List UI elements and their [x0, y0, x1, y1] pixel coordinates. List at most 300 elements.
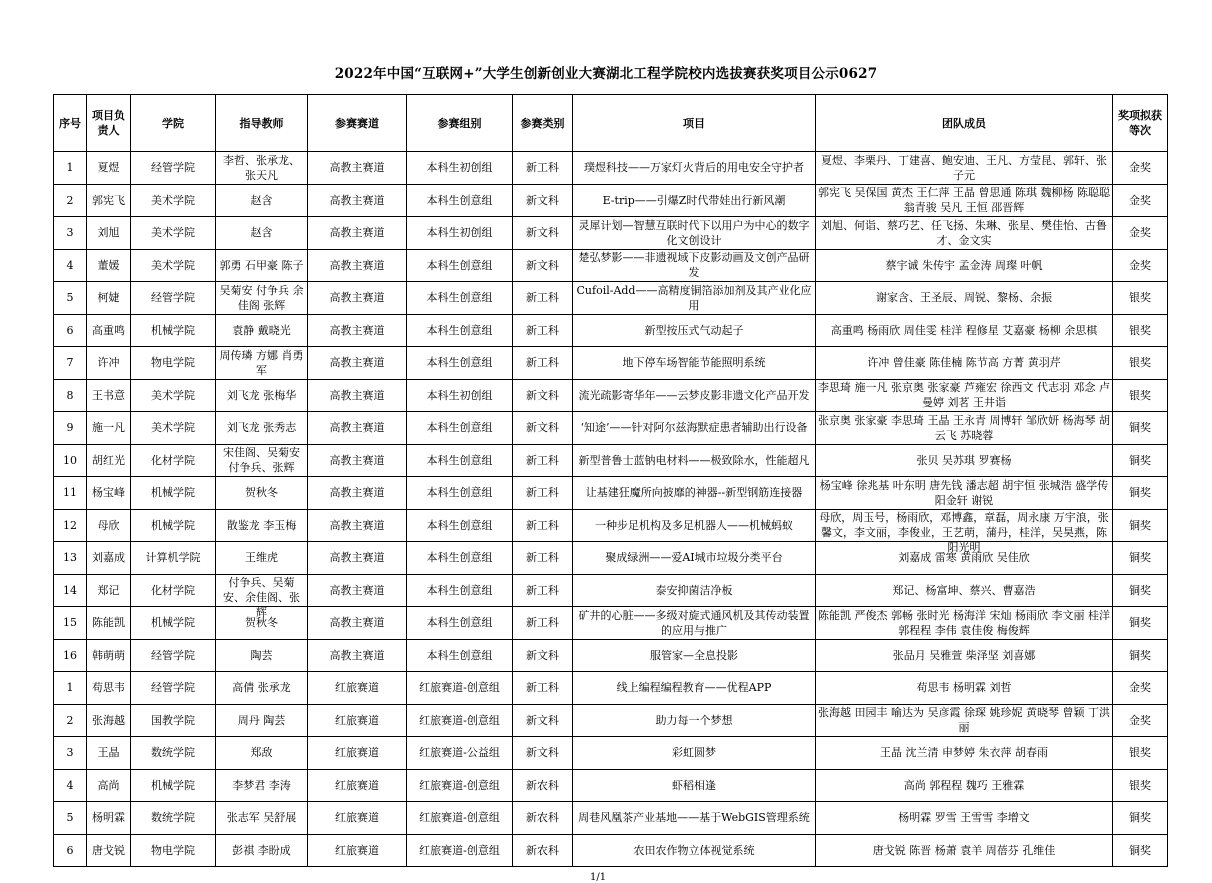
- cell-leader: [87, 444, 131, 477]
- cell-text: 本科生创意组: [426, 551, 493, 565]
- cell-leader: [87, 152, 131, 185]
- cell-award: [1113, 737, 1168, 770]
- cell-text: 银奖: [1129, 323, 1151, 337]
- cell-advisor: [216, 737, 308, 770]
- cell-members: [816, 802, 1113, 835]
- header-college: 学院: [131, 95, 216, 152]
- cell-text: 李哲、张承龙、张天凡: [223, 153, 300, 182]
- cell-members: [816, 379, 1113, 412]
- cell-track: [308, 802, 407, 835]
- cell-index: [54, 217, 87, 250]
- cell-text: 赵含: [250, 226, 273, 240]
- table-row: [54, 444, 1168, 477]
- cell-leader: [87, 802, 131, 835]
- cell-project: [573, 282, 816, 315]
- cell-members: [816, 444, 1113, 477]
- cell-award: [1113, 412, 1168, 445]
- cell-text: 机械学院: [151, 486, 195, 500]
- cell-leader: [87, 217, 131, 250]
- cell-text: 高尚: [97, 778, 120, 792]
- cell-text: 14: [63, 583, 77, 597]
- cell-text: 铜奖: [1129, 518, 1151, 532]
- cell-college: [131, 184, 216, 217]
- cell-category: [513, 639, 573, 672]
- cell-text: 服管家—全息投影: [650, 648, 738, 662]
- cell-text: 新工科: [526, 453, 559, 467]
- cell-index: [54, 314, 87, 347]
- cell-members: [816, 152, 1113, 185]
- cell-text: 杨明霖: [92, 811, 125, 825]
- cell-leader: [87, 607, 131, 640]
- cell-members: [816, 347, 1113, 380]
- cell-index: [54, 282, 87, 315]
- cell-award: [1113, 477, 1168, 510]
- cell-members: [816, 639, 1113, 672]
- cell-text: 杨宝峰: [92, 486, 125, 500]
- cell-text: 3: [66, 226, 74, 240]
- cell-college: [131, 737, 216, 770]
- cell-category: [513, 704, 573, 737]
- cell-college: [131, 477, 216, 510]
- cell-text: 高教主赛道: [329, 388, 385, 402]
- cell-text: 本科生创意组: [426, 583, 493, 597]
- cell-text: 新工科: [526, 616, 559, 630]
- cell-members: [816, 607, 1113, 640]
- cell-text: 郑记: [97, 583, 120, 597]
- cell-text: 铜奖: [1129, 616, 1151, 630]
- cell-text: 铜奖: [1129, 453, 1151, 467]
- cell-text: 夏煜: [97, 161, 120, 175]
- cell-text: 4: [66, 258, 74, 272]
- cell-text: 陶芸: [250, 648, 273, 662]
- cell-text: 高教主赛道: [329, 583, 385, 597]
- cell-group: [407, 444, 513, 477]
- cell-college: [131, 834, 216, 867]
- table-row: [54, 574, 1168, 607]
- cell-advisor: [216, 314, 308, 347]
- cell-members: [816, 282, 1113, 315]
- cell-text: 物电学院: [151, 356, 195, 370]
- cell-text: 彩虹圆梦: [672, 746, 716, 760]
- cell-text: 红旅赛道-创意组: [419, 713, 500, 727]
- cell-text: 付争兵、吴菊安、余佳阁、张辉: [223, 576, 300, 620]
- cell-advisor: [216, 217, 308, 250]
- cell-text: 本科生创意组: [426, 421, 493, 435]
- cell-text: 新文科: [526, 746, 559, 760]
- cell-text: 袁静 戴晓光: [232, 323, 291, 337]
- cell-category: [513, 737, 573, 770]
- cell-award: [1113, 249, 1168, 282]
- cell-text: 新工科: [526, 681, 559, 695]
- cell-group: [407, 737, 513, 770]
- table-body: [54, 152, 1168, 867]
- cell-text: 高教主赛道: [329, 648, 385, 662]
- cell-advisor: [216, 249, 308, 282]
- cell-index: [54, 184, 87, 217]
- cell-text: 红旅赛道: [335, 746, 379, 760]
- cell-text: 数统学院: [151, 811, 195, 825]
- cell-leader: [87, 379, 131, 412]
- cell-advisor: [216, 444, 308, 477]
- cell-text: 泰安抑菌洁净板: [655, 583, 733, 597]
- cell-text: 刘嘉成 雷寒 黄雨欣 吴佳欣: [898, 551, 1030, 565]
- cell-text: 线上编程编程教育——优程APP: [616, 681, 772, 695]
- cell-advisor: [216, 574, 308, 620]
- cell-text: 吴菊安 付争兵 余佳阁 张辉: [219, 283, 304, 312]
- cell-text: 高教主赛道: [329, 518, 385, 532]
- cell-text: 经管学院: [151, 291, 195, 305]
- cell-text: 12: [63, 518, 77, 532]
- cell-text: 美术学院: [151, 226, 195, 240]
- cell-index: [54, 412, 87, 445]
- cell-text: 3: [66, 746, 74, 760]
- cell-track: [308, 249, 407, 282]
- cell-text: 银奖: [1129, 778, 1151, 792]
- cell-advisor: [216, 152, 308, 185]
- table-row: [54, 542, 1168, 575]
- cell-college: [131, 217, 216, 250]
- cell-track: [308, 542, 407, 575]
- cell-category: [513, 282, 573, 315]
- cell-text: 5: [66, 811, 74, 825]
- cell-track: [308, 607, 407, 640]
- table-row: [54, 769, 1168, 802]
- cell-project: [573, 379, 816, 412]
- cell-project: [573, 217, 816, 250]
- cell-track: [308, 347, 407, 380]
- cell-text: 郑敌: [250, 746, 273, 760]
- cell-text: 刘旭、何诣、蔡巧艺、任飞扬、朱琳、张星、樊佳怡、古鲁才、金文实: [821, 218, 1107, 247]
- cell-text: 地下停车场智能节能照明系统: [622, 356, 766, 370]
- cell-category: [513, 477, 573, 510]
- cell-index: [54, 444, 87, 477]
- cell-text: 贺秋冬: [245, 486, 278, 500]
- cell-track: [308, 184, 407, 217]
- cell-text: 金奖: [1129, 226, 1151, 240]
- table-row: [54, 509, 1168, 542]
- cell-group: [407, 347, 513, 380]
- cell-text: 本科生创意组: [426, 648, 493, 662]
- cell-group: [407, 672, 513, 705]
- cell-group: [407, 834, 513, 867]
- cell-text: 美术学院: [151, 193, 195, 207]
- cell-text: 杨宝峰 徐兆基 叶东明 唐先钱 潘志超 胡宇恒 张城浩 盛学传 阳金轩 谢锐: [819, 478, 1109, 507]
- cell-advisor: [216, 834, 308, 867]
- cell-text: 国教学院: [151, 713, 195, 727]
- cell-group: [407, 574, 513, 607]
- cell-text: 6: [66, 843, 74, 857]
- cell-track: [308, 737, 407, 770]
- header-index: 序号: [54, 95, 87, 152]
- cell-award: [1113, 574, 1168, 607]
- cell-track: [308, 477, 407, 510]
- cell-text: 高教主赛道: [329, 291, 385, 305]
- cell-text: E-trip——引爆Z时代带娃出行新风潮: [602, 193, 786, 207]
- cell-text: 苟思韦 杨明霖 刘哲: [916, 681, 1012, 695]
- cell-text: 新农科: [526, 843, 559, 857]
- header-group: 参赛组别: [407, 95, 513, 152]
- header-members: 团队成员: [816, 95, 1113, 152]
- cell-category: [513, 672, 573, 705]
- cell-advisor: [216, 769, 308, 802]
- cell-text: 让基建狂魔所向披靡的神器--新型钢筋连接器: [585, 486, 803, 500]
- cell-text: 许冲: [97, 356, 120, 370]
- cell-text: 铜奖: [1129, 843, 1151, 857]
- cell-track: [308, 574, 407, 607]
- cell-index: [54, 737, 87, 770]
- cell-text: 10: [63, 453, 77, 467]
- table-row: [54, 249, 1168, 282]
- cell-text: 郭勇 石甲豪 陈子: [219, 258, 304, 272]
- cell-text: 郑记、杨富坤、蔡兴、曹嘉浩: [892, 583, 1036, 597]
- cell-group: [407, 477, 513, 510]
- cell-project: [573, 477, 816, 510]
- cell-text: 刘飞龙 张梅华: [226, 388, 297, 402]
- cell-members: [816, 412, 1113, 445]
- cell-advisor: [216, 802, 308, 835]
- cell-category: [513, 347, 573, 380]
- cell-leader: [87, 639, 131, 672]
- cell-award: [1113, 184, 1168, 217]
- cell-text: 金奖: [1129, 681, 1151, 695]
- cell-project: [573, 704, 816, 737]
- cell-text: 高教主赛道: [329, 453, 385, 467]
- page-title: 2022年中国“互联网+”大学生创新创业大赛湖北工程学院校内选拔赛获奖项目公示0627: [334, 66, 878, 82]
- cell-leader: [87, 769, 131, 802]
- cell-text: 本科生创意组: [426, 486, 493, 500]
- cell-track: [308, 152, 407, 185]
- cell-text: 刘旭: [97, 226, 120, 240]
- cell-group: [407, 184, 513, 217]
- cell-group: [407, 152, 513, 185]
- table-row: [54, 737, 1168, 770]
- cell-text: 本科生创意组: [426, 193, 493, 207]
- cell-text: 红旅赛道: [335, 843, 379, 857]
- cell-members: [816, 477, 1113, 510]
- cell-leader: [87, 672, 131, 705]
- cell-text: 新工科: [526, 161, 559, 175]
- cell-text: 机械学院: [151, 778, 195, 792]
- cell-text: 机械学院: [151, 518, 195, 532]
- cell-advisor: [216, 704, 308, 737]
- cell-text: 美术学院: [151, 421, 195, 435]
- cell-advisor: [216, 379, 308, 412]
- cell-advisor: [216, 184, 308, 217]
- cell-text: 金奖: [1129, 713, 1151, 727]
- cell-leader: [87, 509, 131, 542]
- cell-text: 新文科: [526, 193, 559, 207]
- cell-text: 王维虎: [245, 551, 278, 565]
- table-row: [54, 282, 1168, 315]
- cell-text: 本科生创意组: [426, 453, 493, 467]
- cell-text: 化材学院: [151, 453, 195, 467]
- cell-category: [513, 542, 573, 575]
- cell-text: 高倩 张承龙: [232, 681, 291, 695]
- cell-text: 铜奖: [1129, 811, 1151, 825]
- cell-text: 11: [63, 486, 77, 500]
- cell-text: 高尚 郭程程 魏巧 王雅霖: [903, 778, 1025, 792]
- table-row: [54, 607, 1168, 640]
- cell-award: [1113, 314, 1168, 347]
- cell-text: 谢家含、王圣辰、周锐、黎杨、余振: [876, 291, 1052, 305]
- cell-text: 银奖: [1129, 291, 1151, 305]
- cell-college: [131, 282, 216, 315]
- cell-leader: [87, 477, 131, 510]
- cell-track: [308, 412, 407, 445]
- awards-table: [53, 94, 1168, 867]
- cell-award: [1113, 282, 1168, 315]
- cell-text: 金奖: [1129, 161, 1151, 175]
- table-row: [54, 379, 1168, 412]
- cell-group: [407, 607, 513, 640]
- cell-advisor: [216, 509, 308, 542]
- cell-award: [1113, 802, 1168, 835]
- cell-group: [407, 282, 513, 315]
- cell-index: [54, 574, 87, 607]
- table-row: [54, 704, 1168, 737]
- cell-text: 高重鸣: [92, 323, 125, 337]
- cell-college: [131, 704, 216, 737]
- cell-text: 铜奖: [1129, 551, 1151, 565]
- cell-text: 施一凡: [92, 421, 125, 435]
- cell-project: [573, 607, 816, 640]
- cell-text: 新型普鲁士蓝钠电材料——极致除水，性能超凡: [578, 453, 810, 467]
- cell-leader: [87, 574, 131, 607]
- cell-members: [816, 737, 1113, 770]
- cell-text: 16: [63, 648, 77, 662]
- cell-group: [407, 542, 513, 575]
- table-row: [54, 834, 1168, 867]
- cell-text: 本科生创意组: [426, 258, 493, 272]
- cell-project: [573, 152, 816, 185]
- cell-text: 蔡宇诚 朱传宇 孟金涛 周璨 叶帆: [885, 258, 1043, 272]
- cell-project: [573, 314, 816, 347]
- cell-index: [54, 672, 87, 705]
- cell-text: 张海越: [92, 713, 125, 727]
- cell-members: [816, 314, 1113, 347]
- cell-index: [54, 249, 87, 282]
- cell-text: 红旅赛道: [335, 778, 379, 792]
- table-row: [54, 672, 1168, 705]
- cell-text: 新工科: [526, 323, 559, 337]
- cell-text: 王晶: [97, 746, 120, 760]
- cell-leader: [87, 834, 131, 867]
- cell-text: 计算机学院: [145, 551, 201, 565]
- cell-text: 新工科: [526, 551, 559, 565]
- cell-text: 彭祺 李盼成: [232, 843, 291, 857]
- cell-text: 周丹 陶芸: [237, 713, 286, 727]
- cell-track: [308, 834, 407, 867]
- cell-text: 苟思韦: [92, 681, 125, 695]
- table-row: [54, 347, 1168, 380]
- cell-members: [816, 217, 1113, 250]
- cell-group: [407, 769, 513, 802]
- cell-category: [513, 769, 573, 802]
- cell-members: [816, 834, 1113, 867]
- cell-group: [407, 802, 513, 835]
- cell-award: [1113, 639, 1168, 672]
- cell-text: 李梦君 李涛: [232, 778, 291, 792]
- cell-text: 新型按压式气动起子: [644, 323, 744, 337]
- cell-project: [573, 639, 816, 672]
- table-row: [54, 639, 1168, 672]
- cell-track: [308, 769, 407, 802]
- cell-text: 银奖: [1129, 388, 1151, 402]
- cell-advisor: [216, 282, 308, 315]
- cell-award: [1113, 672, 1168, 705]
- cell-category: [513, 802, 573, 835]
- cell-text: 王晶 沈兰清 申梦婷 朱衣萍 胡春雨: [880, 746, 1048, 760]
- header-track: 参赛赛道: [308, 95, 407, 152]
- cell-text: 郭宪飞: [92, 193, 125, 207]
- table-row: [54, 152, 1168, 185]
- cell-advisor: [216, 672, 308, 705]
- cell-text: 新文科: [526, 421, 559, 435]
- cell-college: [131, 607, 216, 640]
- cell-members: [816, 704, 1113, 737]
- cell-award: [1113, 509, 1168, 542]
- cell-text: 李思琦 施一凡 张京奥 张家豪 芦雍宏 徐西文 代志羽 邓念 卢曼婷 刘茗 王井诣: [818, 381, 1110, 410]
- cell-text: 2: [66, 193, 74, 207]
- cell-category: [513, 379, 573, 412]
- cell-text: 机械学院: [151, 323, 195, 337]
- table-row: [54, 802, 1168, 835]
- cell-project: [573, 347, 816, 380]
- cell-category: [513, 607, 573, 640]
- cell-text: 董媛: [97, 258, 120, 272]
- cell-index: [54, 542, 87, 575]
- cell-college: [131, 444, 216, 477]
- cell-text: 红旅赛道: [335, 713, 379, 727]
- cell-members: [816, 769, 1113, 802]
- cell-leader: [87, 249, 131, 282]
- cell-group: [407, 639, 513, 672]
- cell-text: 7: [66, 356, 74, 370]
- cell-text: 赵含: [250, 193, 273, 207]
- table-row: [54, 314, 1168, 347]
- cell-college: [131, 249, 216, 282]
- cell-members: [816, 509, 1113, 555]
- cell-track: [308, 217, 407, 250]
- cell-text: 新文科: [526, 226, 559, 240]
- cell-award: [1113, 347, 1168, 380]
- cell-project: [573, 737, 816, 770]
- cell-award: [1113, 834, 1168, 867]
- cell-text: 红旅赛道-创意组: [419, 778, 500, 792]
- cell-text: 新文科: [526, 388, 559, 402]
- cell-text: 陈能凯: [92, 616, 125, 630]
- cell-text: 经管学院: [151, 681, 195, 695]
- cell-members: [816, 672, 1113, 705]
- cell-text: 新工科: [526, 356, 559, 370]
- cell-text: 银奖: [1129, 746, 1151, 760]
- cell-text: 数统学院: [151, 746, 195, 760]
- cell-text: 农田农作物立体视觉系统: [633, 843, 755, 857]
- cell-group: [407, 704, 513, 737]
- cell-group: [407, 249, 513, 282]
- cell-project: [573, 542, 816, 575]
- cell-category: [513, 249, 573, 282]
- header-advisor: 指导教师: [216, 95, 308, 152]
- cell-text: 铜奖: [1129, 648, 1151, 662]
- cell-text: 红旅赛道: [335, 681, 379, 695]
- cell-text: 张志军 吴舒展: [226, 811, 297, 825]
- cell-college: [131, 379, 216, 412]
- header-award: 奖项拟获等次: [1113, 95, 1168, 152]
- cell-text: 1: [66, 161, 74, 175]
- cell-college: [131, 314, 216, 347]
- cell-text: 美术学院: [151, 388, 195, 402]
